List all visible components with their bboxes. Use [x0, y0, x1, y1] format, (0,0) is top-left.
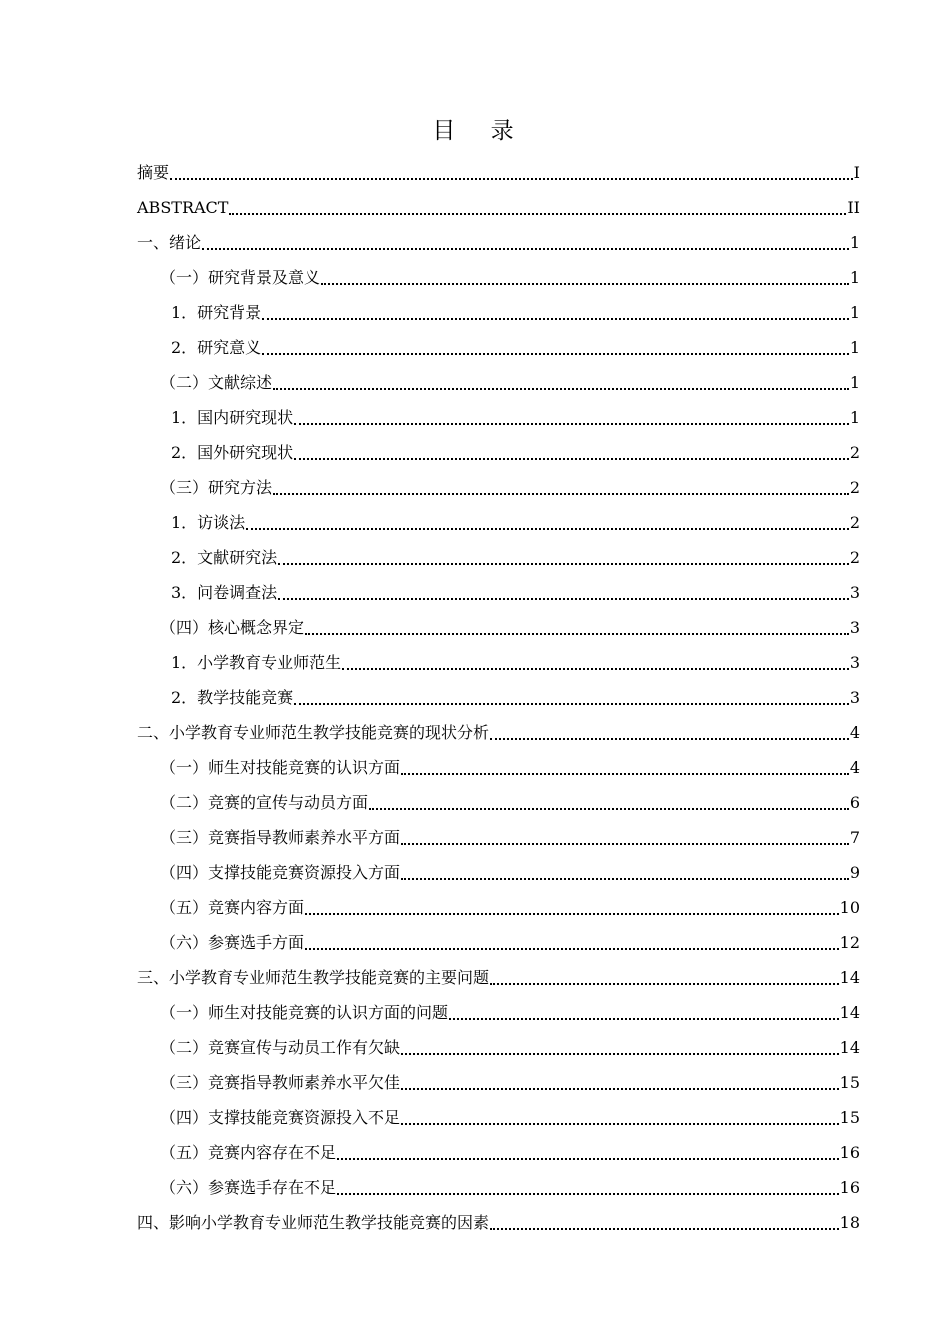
toc-page-number: I: [853, 162, 860, 182]
toc-entry[interactable]: [137, 575, 860, 610]
toc-entry[interactable]: [137, 1135, 860, 1170]
toc-list: [137, 155, 860, 1240]
toc-page-number: 3: [849, 687, 860, 707]
toc-page-number: 15: [839, 1107, 860, 1127]
toc-entry[interactable]: [137, 925, 860, 960]
toc-entry[interactable]: [137, 1100, 860, 1135]
dot-leader: [246, 512, 849, 530]
dot-leader: [490, 967, 839, 985]
toc-entry-text: （二）文献综述: [160, 372, 273, 392]
toc-entry-text: 三、小学教育专业师范生教学技能竞赛的主要问题: [137, 967, 490, 987]
toc-entry[interactable]: [137, 750, 860, 785]
dot-leader: [401, 757, 849, 775]
toc-entry-text: （三）研究方法: [160, 477, 273, 497]
toc-page-number: 14: [839, 1037, 860, 1057]
toc-page-number: II: [847, 197, 860, 217]
toc-entry[interactable]: [137, 1170, 860, 1205]
dot-leader: [202, 232, 849, 250]
toc-entry[interactable]: [137, 785, 860, 820]
toc-entry[interactable]: [137, 435, 860, 470]
toc-page-number: 1: [849, 232, 860, 252]
toc-entry-text: ABSTRACT: [137, 197, 229, 217]
toc-page-number: 6: [849, 792, 860, 812]
toc-entry-text: （三）竞赛指导教师素养水平方面: [160, 827, 401, 847]
toc-page-number: 12: [839, 932, 860, 952]
dot-leader: [401, 827, 849, 845]
toc-entry[interactable]: [137, 1030, 860, 1065]
toc-page-number: 4: [849, 757, 860, 777]
toc-entry[interactable]: [137, 680, 860, 715]
toc-page-number: 1: [849, 337, 860, 357]
toc-page-number: 14: [839, 967, 860, 987]
toc-entry[interactable]: [137, 960, 860, 995]
toc-entry-text: 摘要: [137, 162, 170, 182]
toc-page-number: 1: [849, 407, 860, 427]
toc-entry[interactable]: [137, 855, 860, 890]
dot-leader: [278, 582, 849, 600]
toc-page-number: 3: [849, 617, 860, 637]
toc-page-number: 2: [849, 547, 860, 567]
dot-leader: [305, 897, 839, 915]
dot-leader: [401, 1037, 839, 1055]
toc-entry[interactable]: [137, 365, 860, 400]
dot-leader: [490, 722, 849, 740]
toc-entry[interactable]: [137, 505, 860, 540]
toc-entry-text: 2．文献研究法: [171, 547, 278, 567]
toc-entry[interactable]: [137, 890, 860, 925]
toc-entry-text: （一）师生对技能竞赛的认识方面的问题: [160, 1002, 449, 1022]
dot-leader: [490, 1212, 839, 1230]
toc-entry-text: 四、影响小学教育专业师范生教学技能竞赛的因素: [137, 1212, 490, 1232]
toc-entry-text: （三）竞赛指导教师素养水平欠佳: [160, 1072, 401, 1092]
dot-leader: [229, 197, 846, 215]
toc-entry-text: （二）竞赛宣传与动员工作有欠缺: [160, 1037, 401, 1057]
dot-leader: [294, 407, 849, 425]
toc-entry-text: 1．小学教育专业师范生: [171, 652, 342, 672]
toc-entry[interactable]: [137, 540, 860, 575]
dot-leader: [170, 162, 853, 180]
toc-entry-text: 二、小学教育专业师范生教学技能竞赛的现状分析: [137, 722, 490, 742]
toc-entry[interactable]: [137, 225, 860, 260]
toc-page-number: 16: [839, 1177, 860, 1197]
dot-leader: [294, 442, 849, 460]
toc-entry-text: 2．国外研究现状: [171, 442, 294, 462]
toc-entry-text: （一）研究背景及意义: [160, 267, 321, 287]
toc-page-number: 1: [849, 302, 860, 322]
toc-entry-text: 1．访谈法: [171, 512, 246, 532]
toc-page-number: 3: [849, 582, 860, 602]
toc-page-number: 2: [849, 477, 860, 497]
toc-entry[interactable]: [137, 1205, 860, 1240]
dot-leader: [449, 1002, 839, 1020]
toc-entry[interactable]: [137, 260, 860, 295]
toc-page-number: 1: [849, 372, 860, 392]
dot-leader: [401, 1072, 839, 1090]
dot-leader: [342, 652, 849, 670]
toc-page-number: 14: [839, 1002, 860, 1022]
toc-entry-text: 1．研究背景: [171, 302, 262, 322]
toc-entry[interactable]: [137, 645, 860, 680]
dot-leader: [369, 792, 849, 810]
dot-leader: [273, 477, 849, 495]
toc-entry-text: （一）师生对技能竞赛的认识方面: [160, 757, 401, 777]
toc-entry-text: 3．问卷调查法: [171, 582, 278, 602]
toc-entry-text: （五）竞赛内容方面: [160, 897, 305, 917]
toc-entry[interactable]: [137, 1065, 860, 1100]
toc-page-number: 16: [839, 1142, 860, 1162]
dot-leader: [305, 617, 849, 635]
toc-entry[interactable]: [137, 995, 860, 1030]
toc-entry[interactable]: [137, 820, 860, 855]
dot-leader: [294, 687, 849, 705]
toc-entry[interactable]: [137, 190, 860, 225]
toc-entry[interactable]: [137, 330, 860, 365]
dot-leader: [321, 267, 849, 285]
toc-entry[interactable]: [137, 400, 860, 435]
dot-leader: [305, 932, 839, 950]
dot-leader: [401, 862, 849, 880]
toc-page-number: 3: [849, 652, 860, 672]
dot-leader: [401, 1107, 839, 1125]
toc-page-number: 9: [849, 862, 860, 882]
toc-page-number: 1: [849, 267, 860, 287]
toc-entry-text: （五）竞赛内容存在不足: [160, 1142, 337, 1162]
toc-entry-text: 2．研究意义: [171, 337, 262, 357]
toc-page-number: 15: [839, 1072, 860, 1092]
toc-entry[interactable]: [137, 155, 860, 190]
toc-page-number: 10: [839, 897, 860, 917]
toc-entry[interactable]: [137, 715, 860, 750]
toc-page-number: 2: [849, 442, 860, 462]
dot-leader: [262, 302, 849, 320]
toc-entry[interactable]: [137, 610, 860, 645]
toc-entry-text: （六）参赛选手存在不足: [160, 1177, 337, 1197]
toc-page-number: 18: [839, 1212, 860, 1232]
toc-entry[interactable]: [137, 295, 860, 330]
toc-page-number: 7: [849, 827, 860, 847]
toc-entry-text: 1．国内研究现状: [171, 407, 294, 427]
dot-leader: [337, 1142, 839, 1160]
toc-entry-text: （四）支撑技能竞赛资源投入方面: [160, 862, 401, 882]
dot-leader: [278, 547, 849, 565]
dot-leader: [337, 1177, 839, 1195]
toc-entry-text: （四）支撑技能竞赛资源投入不足: [160, 1107, 401, 1127]
toc-entry-text: 2．教学技能竞赛: [171, 687, 294, 707]
toc-title: 目 录: [432, 118, 528, 144]
toc-entry-text: （六）参赛选手方面: [160, 932, 305, 952]
toc-entry[interactable]: [137, 470, 860, 505]
toc-entry-text: （二）竞赛的宣传与动员方面: [160, 792, 369, 812]
dot-leader: [273, 372, 849, 390]
dot-leader: [262, 337, 849, 355]
toc-page-number: 4: [849, 722, 860, 742]
toc-entry-text: （四）核心概念界定: [160, 617, 305, 637]
toc-entry-text: 一、绪论: [137, 232, 202, 252]
toc-page-number: 2: [849, 512, 860, 532]
